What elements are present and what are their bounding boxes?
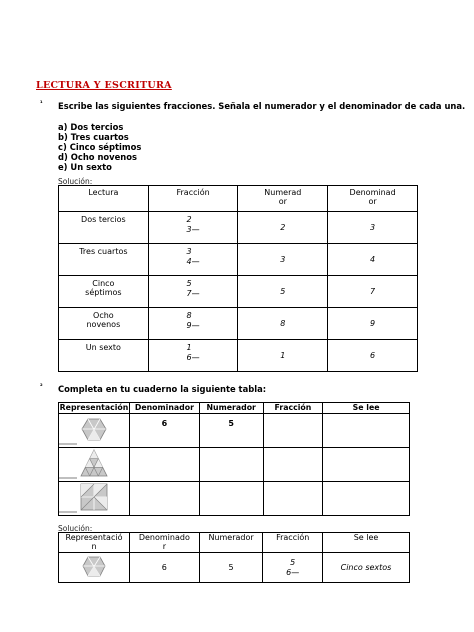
table-header-row: [59, 533, 410, 553]
header-denominador: Denominado r: [130, 533, 200, 553]
fraccion-cell: [263, 482, 323, 516]
fraction-denominator: 7: [186, 289, 192, 298]
fraction-numerator: 8: [186, 311, 192, 320]
denominador-cell: 6: [328, 340, 418, 372]
question-2-number: ²: [40, 383, 43, 390]
fraction-value: 5 6—: [286, 557, 300, 577]
header-se-lee: Se lee: [322, 533, 409, 553]
option-item: b) Tres cuartos: [58, 132, 129, 142]
header-denominador: Denominad or: [328, 186, 418, 212]
table-header-row: [59, 186, 418, 212]
fraction-denominator: 4: [186, 257, 192, 266]
denominador-cell: 6: [130, 553, 200, 583]
table-row: [59, 553, 410, 583]
denominador-cell: 6: [130, 414, 200, 448]
denominador-cell: 3: [328, 212, 418, 244]
fraccion-cell: [263, 414, 323, 448]
question-2-text: Completa en tu cuaderno la siguiente tabla:: [58, 384, 267, 394]
representation-cell: [59, 482, 130, 516]
numerador-cell: 5: [238, 276, 328, 308]
fraccion-cell: [148, 308, 238, 340]
question-1-number: ¹: [40, 100, 43, 107]
fraction-numerator: 2: [186, 215, 192, 224]
hexagon-icon: [59, 414, 129, 445]
solution-label-2: Solución:: [58, 524, 93, 533]
numerador-cell: 1: [238, 340, 328, 372]
header-numerador: Numerador: [199, 403, 263, 414]
denominador-cell: [130, 448, 200, 482]
table-row: [59, 308, 418, 340]
hexagon-icon: [59, 553, 129, 580]
fraction-denominator: 3: [186, 225, 192, 234]
fraction-denominator: 9: [186, 321, 192, 330]
denominador-cell: 4: [328, 244, 418, 276]
numerador-cell: 5: [199, 414, 263, 448]
table-row: [59, 482, 410, 516]
table-row: [59, 212, 418, 244]
lectura-cell: Cinco séptimos: [59, 276, 149, 308]
header-lectura: Lectura: [59, 186, 149, 212]
numerador-cell: 8: [238, 308, 328, 340]
fraction-numerator: 3: [186, 247, 192, 256]
fraction-denominator: 6: [286, 567, 292, 577]
denominador-cell: 7: [328, 276, 418, 308]
numerador-cell: 2: [238, 212, 328, 244]
fraction-value: 8 9—: [186, 311, 200, 330]
fraction-denominator: 6: [186, 353, 192, 362]
square-icon: [59, 482, 129, 513]
lectura-cell: Ocho novenos: [59, 308, 149, 340]
fraction-numerator: 5: [186, 279, 192, 288]
option-item: e) Un sexto: [58, 162, 112, 172]
representation-cell: [59, 448, 130, 482]
se-lee-cell: [323, 448, 410, 482]
fraccion-cell: [148, 276, 238, 308]
lectura-cell: Dos tercios: [59, 212, 149, 244]
solution-label-1: Solución:: [58, 177, 93, 186]
numerador-cell: [199, 448, 263, 482]
fraccion-cell: [263, 553, 323, 583]
header-representacion: Representación: [59, 403, 129, 412]
table-header-row: [59, 403, 410, 414]
denominador-cell: [130, 482, 200, 516]
triangle-icon: [59, 448, 129, 479]
option-item: d) Ocho novenos: [58, 152, 138, 162]
representation-cell: [59, 553, 130, 583]
representation-table: [58, 402, 410, 516]
se-lee-cell: [323, 414, 410, 448]
fraction-value: 2 3—: [186, 215, 200, 234]
numerador-cell: 5: [199, 553, 263, 583]
table-row: [59, 340, 418, 372]
header-se-lee: Se lee: [323, 403, 410, 414]
section-heading: LECTURA Y ESCRITURA: [36, 80, 172, 91]
table-row: [59, 244, 418, 276]
fractions-table: [58, 185, 418, 372]
table-row: [59, 276, 418, 308]
numerador-cell: 3: [238, 244, 328, 276]
table-row: [59, 448, 410, 482]
header-denominador: Denominador: [130, 403, 200, 414]
fraction-numerator: 1: [186, 343, 192, 352]
header-fraccion: Fracción: [263, 533, 323, 553]
fraccion-cell: [263, 448, 323, 482]
fraction-numerator: 5: [290, 557, 296, 567]
se-lee-cell: Cinco sextos: [322, 553, 409, 583]
table-row: [59, 414, 410, 448]
lectura-cell: Un sexto: [59, 340, 149, 372]
option-list: [58, 122, 141, 172]
fraction-value: 1 6—: [186, 343, 200, 362]
fraction-value: 5 7—: [186, 279, 200, 298]
numerador-cell: [199, 482, 263, 516]
fraction-value: 3 4—: [186, 247, 200, 266]
question-1-text: Escribe las siguientes fracciones. Señala el numerador y el denominador de cada una.: [58, 101, 466, 111]
header-numerador: Numerad or: [238, 186, 328, 212]
se-lee-cell: [323, 482, 410, 516]
header-representacion: Representació n: [59, 533, 130, 553]
option-item: a) Dos tercios: [58, 122, 124, 132]
fraccion-cell: [148, 244, 238, 276]
header-numerador: Numerador: [199, 533, 263, 553]
header-fraccion: Fracción: [263, 403, 323, 414]
header-fraccion: Fracción: [148, 186, 238, 212]
representation-cell: [59, 414, 130, 448]
fraccion-cell: [148, 340, 238, 372]
solution-table: [58, 532, 410, 583]
option-item: c) Cinco séptimos: [58, 142, 142, 152]
lectura-cell: Tres cuartos: [59, 244, 149, 276]
denominador-cell: 9: [328, 308, 418, 340]
fraccion-cell: [148, 212, 238, 244]
